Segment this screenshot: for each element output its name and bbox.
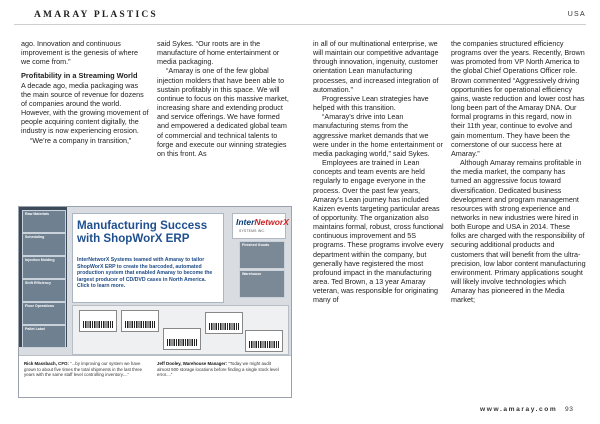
paragraph: A decade ago, media packaging was the main source of revenue for dozens of companies around the world. However, with the growing movement of people acquiring content digitally, the industry is now experiencing erosion. (21, 80, 149, 136)
ad-thumbnail (239, 241, 285, 269)
logo-subtitle: SYSTEMS INC. (239, 229, 266, 233)
ad-body-text[interactable]: InterNetworX Systems teamed with Amaray to tailor ShopWorX ERP to create the barcoded, automated production system that enabled Amaray to become the largest producer of CD/DVD cases in North America. Click to learn more. (77, 257, 213, 290)
paragraph: said Sykes. “Our roots are in the manufacture of home entertainment or media packaging. (157, 39, 280, 67)
region-label: USA (567, 11, 586, 18)
thumbnail-label: Warehouse (242, 272, 262, 276)
testimonial-author: Rick Massbach, CFO: (24, 361, 69, 366)
testimonial-quote: “...by improving our system we have grown to about five times the total shipments in the last three years with the same staff level controlling inventory....” (24, 361, 143, 378)
paragraph: Employees are trained in Lean concepts and team events are held regularly to engage everyone in the process. Over the past few years, Amaray’s Lean journey has included Kaizen events targeting particular areas of opportunity. The organization also maintains formal, robust, cross functional continuous improvement and 5S programs. These programs involve every department within the company, but generally have registered the most profound impact in the manufacturing area. Ted Brown, a 13 year Amaray veteran, was responsible for originating many of (313, 158, 444, 305)
paragraph: “Amaray’s drive into Lean manufacturing stems from the aggressive market demands that we were under in the home entertainment or media packaging world,” said Sykes. (313, 112, 443, 158)
logo-accent-text: NetworX (254, 217, 289, 227)
shopworx-advertisement[interactable] (18, 206, 292, 398)
ad-thumbnail (239, 270, 285, 298)
section-heading: Profitability in a Streaming World (21, 71, 138, 81)
thumbnail-label: Injection Molding (25, 258, 55, 262)
barcode-label-icon (121, 310, 159, 332)
ad-thumbnail (22, 210, 66, 233)
ad-thumbnail (22, 256, 66, 279)
thumbnail-label: Finished Goods (242, 243, 270, 247)
ad-testimonials (19, 355, 291, 398)
paragraph: Progressive Lean strategies have helped with this transition. (313, 93, 429, 113)
paragraph: in all of our multinational enterprise, we will maintain our competitive advantage through innovation, ingenuity, customer orientation Lean manufacturing processes, and increased integration of automation.” (313, 39, 439, 94)
ad-thumbnail (22, 325, 66, 348)
ad-thumbnail (22, 302, 66, 325)
publication-title: AMARAY PLASTICS (34, 10, 158, 20)
testimonial-quote: “Today we might audit almost 500 storage locations before finding a single stock level error....” (157, 361, 279, 378)
logo-text: Inter (236, 217, 255, 227)
barcode-label-icon (245, 330, 283, 352)
paragraph: ago. Innovation and continuous improvement is the genesis of where we come from.” (21, 39, 139, 67)
thumbnail-label: Floor Operations (25, 304, 54, 308)
website-link[interactable]: www.amaray.com (480, 406, 558, 413)
barcode-label-icon (205, 312, 243, 334)
paragraph: “Amaray is one of the few global injection molders that have been able to sustain profitably in this space. We will continue to focus on this massive market, increasing share and extending product and service offerings. We have formed and empowered a dedicated global team of commercial and technical talents to forge and execute our winning strategies on this front. As (157, 66, 289, 158)
thumbnail-label: Scheduling (25, 235, 45, 239)
barcode-label-icon (163, 328, 201, 350)
testimonial-author: Jeff Dooley, Warehouse Manager: (157, 361, 228, 366)
thumbnail-label: Raw Materials (25, 212, 49, 216)
ad-thumbnail-strip (19, 207, 67, 347)
internetworx-logo[interactable] (232, 213, 289, 239)
ad-headline[interactable]: Manufacturing Success with ShopWorX ERP (77, 219, 208, 245)
paragraph: “We’re a company in transition,” (30, 135, 132, 145)
header-divider (14, 24, 586, 25)
thumbnail-label: Pallet Label (25, 327, 45, 331)
ad-screenshot-collage (72, 305, 289, 355)
paragraph: the companies structured efficiency programs over the years. Recently, Brown was promoted from VP North America to the global Chief Operations Officer role. Brown commented “Aggressively driving opportunities for operational efficiency gains, waste reduction and lower cost has long been part of the Amaray DNA. Our formal programs in this regard, now in their 11th year, continue to evolve and gain momentum. They have been the cornerstone of our success here at Amaray.” (451, 39, 585, 158)
barcode-label-icon (79, 310, 117, 332)
article-column-3 (313, 39, 444, 305)
article-column-1 (21, 39, 149, 145)
testimonial-cfo (24, 361, 146, 378)
thumbnail-label: Shift Efficiency (25, 281, 51, 285)
testimonial-warehouse-manager (157, 361, 279, 378)
article-column-4 (451, 39, 586, 305)
ad-thumbnail (22, 233, 66, 256)
page-number: 93 (565, 406, 574, 413)
paragraph: Although Amaray remains profitable in the media market, the company has turned an aggressive focus toward diversification. Dedicated business development and program management resources with strong experience and networks in new industries were hired in both Europe and USA in 2014. These folks are charged with the responsibility of securing additional products and customers that will benefit from the ultra-precision, low labor content manufacturing environment. Primary applications sought will likely involve technologies which Amaray has pioneered in the Media market; (451, 158, 586, 305)
ad-thumbnail (22, 279, 66, 302)
article-column-2 (157, 39, 290, 158)
